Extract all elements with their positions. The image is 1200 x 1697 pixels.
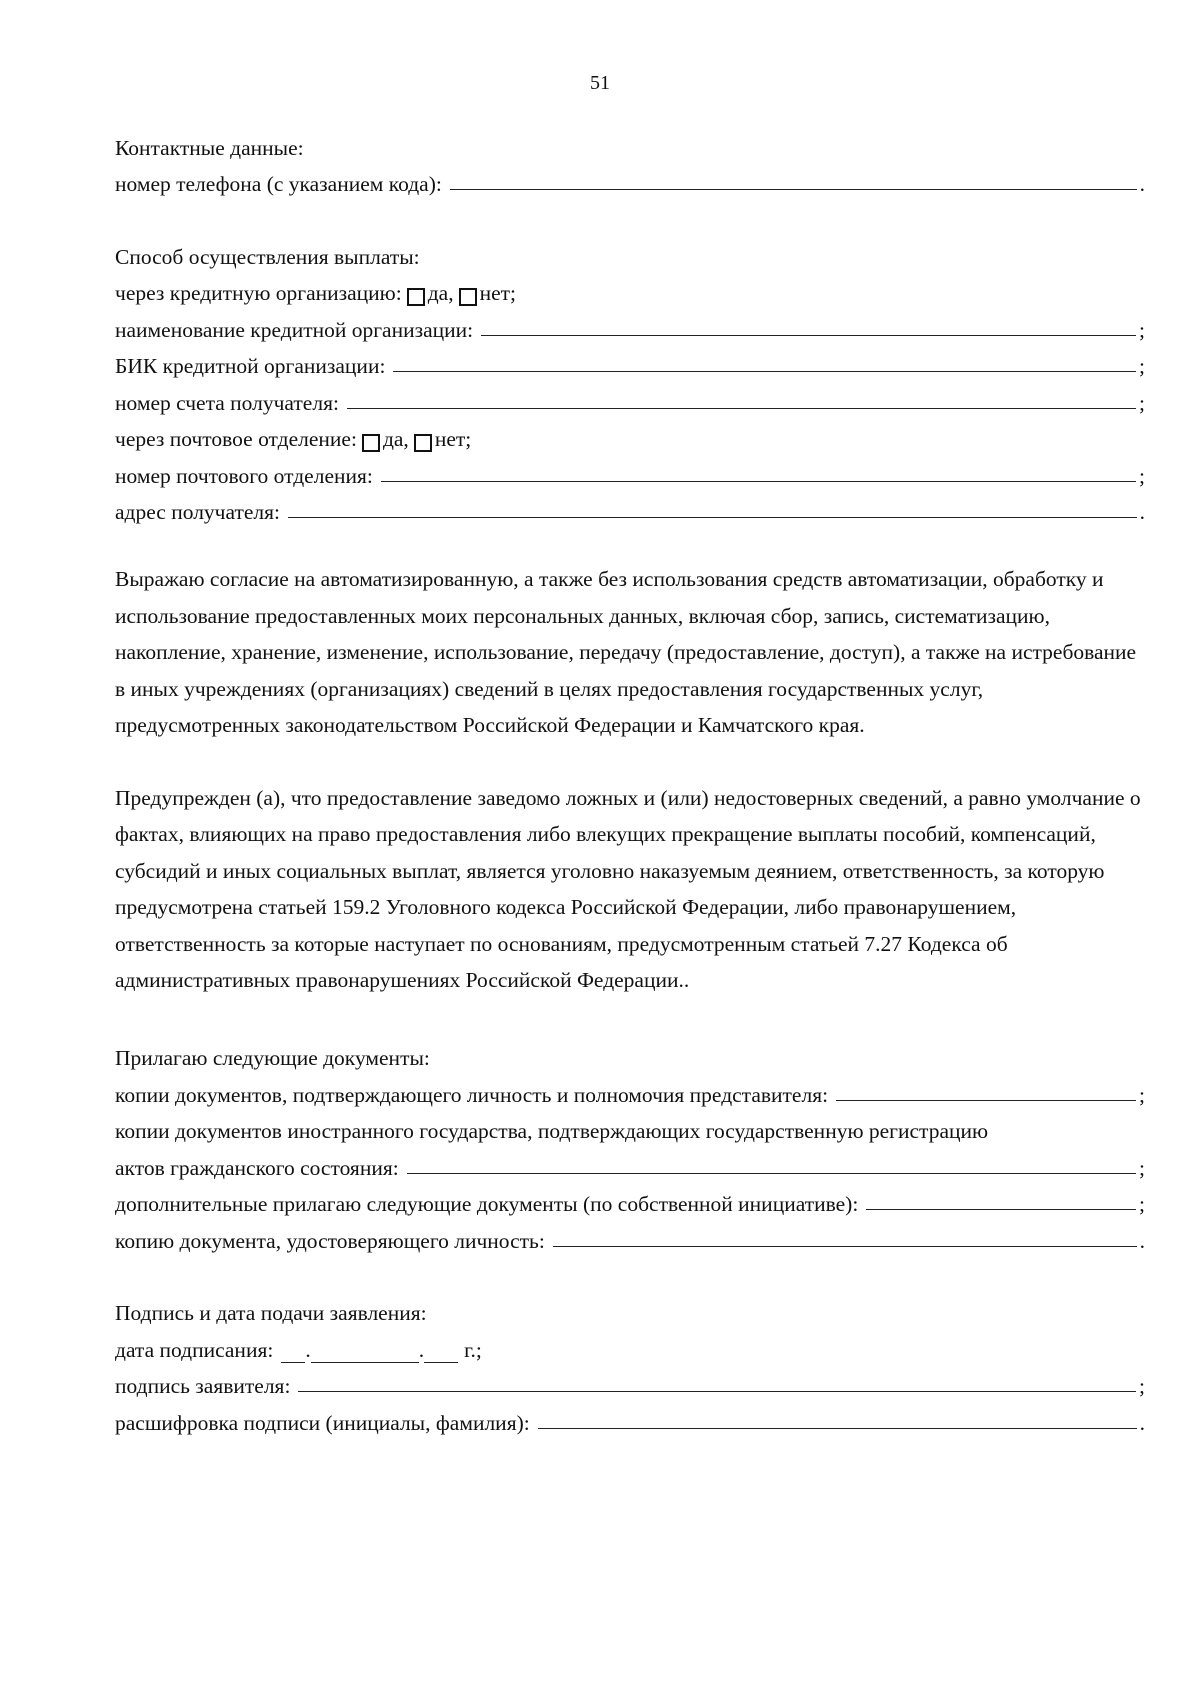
id-doc-line: копию документа, удостоверяющего личность: . (115, 1228, 1145, 1253)
bank-option-line: через кредитную организацию: да, нет; (115, 281, 517, 305)
post-number-field[interactable] (381, 480, 1136, 482)
payment-heading: Способ осуществления выплаты: (115, 244, 420, 269)
signature-field[interactable] (298, 1390, 1136, 1392)
documents-heading: Прилагаю следующие документы: (115, 1046, 430, 1070)
bik-line: БИК кредитной организации: ; (115, 354, 1145, 378)
date-year-field[interactable] (424, 1344, 458, 1363)
bank-no-checkbox[interactable] (459, 288, 477, 306)
bank-name-field[interactable] (481, 334, 1136, 336)
bank-name-line: наименование кредитной организации: ; (115, 317, 1145, 342)
signature-heading: Подпись и дата подачи заявления: (115, 1301, 427, 1325)
rep-docs-line: копии документов, подтверждающего личность и полномочия представителя: ; (115, 1082, 1145, 1107)
bank-yes-checkbox[interactable] (407, 288, 425, 306)
post-number-line: номер почтового отделения: ; (115, 463, 1145, 488)
address-field[interactable] (288, 516, 1137, 518)
account-field[interactable] (347, 407, 1136, 409)
foreign-docs-line-2: актов гражданского состояния: ; (115, 1155, 1145, 1180)
phone-label: номер телефона (с указанием кода): (115, 172, 442, 196)
address-line: адрес получателя: . (115, 500, 1145, 524)
form-content (115, 124, 1145, 1436)
post-no-checkbox[interactable] (414, 434, 432, 452)
additional-docs-field[interactable] (866, 1208, 1136, 1210)
warning-paragraph: Предупрежден (а), что предоставление заведомо ложных и (или) недостоверных сведений, а равно умолчание о фактах, влияющих на право предоставления либо влекущих прекращение выплаты пособий, компенсаций, субсидий и иных социальных выплат, является уголовно наказуемым деянием, ответственность, за которую предусмотрена статьей 159.2 Уголовного кодекса Российской Федерации, либо правонарушением, ответственность за которые наступает по основаниям, предусмотренным статьей 7.27 Кодекса об административных правонарушениях Российской Федерации.. (115, 785, 1141, 992)
date-month-field[interactable] (311, 1344, 419, 1363)
phone-line: номер телефона (с указанием кода): . (115, 172, 1145, 196)
rep-docs-field[interactable] (836, 1099, 1136, 1101)
foreign-docs-line-1: копии документов иностранного государства, подтверждающих государственную регистрацию (115, 1119, 989, 1143)
signature-decode-field[interactable] (538, 1427, 1137, 1429)
sign-line: подпись заявителя: ; (115, 1374, 1145, 1398)
page-number: 51 (590, 72, 610, 94)
consent-paragraph: Выражаю согласие на автоматизированную, а также без использования средств автоматизации, обработку и использование предоставленных моих персональных данных, включая сбор, запись, систематизацию, накопление, хранение, изменение, использование, передачу (предоставление, доступ), а также на истребование в иных учреждениях (организациях) сведений в целях предоставления государственных услуг, предусмотренных законодательством Российской Федерации и Камчатского края. (115, 567, 1137, 737)
foreign-docs-field[interactable] (407, 1172, 1136, 1174)
decode-line: расшифровка подписи (инициалы, фамилия): . (115, 1410, 1145, 1435)
additional-docs-line: дополнительные прилагаю следующие документы (по собственной инициативе): ; (115, 1192, 1145, 1216)
id-doc-field[interactable] (553, 1245, 1137, 1247)
date-line: дата подписания: . . г.; (115, 1337, 482, 1362)
post-option-line: через почтовое отделение: да, нет; (115, 427, 472, 451)
bik-field[interactable] (393, 370, 1136, 372)
contacts-heading: Контактные данные: (115, 135, 304, 160)
account-line: номер счета получателя: ; (115, 390, 1145, 415)
post-yes-checkbox[interactable] (362, 434, 380, 452)
phone-field[interactable] (450, 188, 1137, 190)
date-day-field[interactable] (281, 1344, 305, 1363)
